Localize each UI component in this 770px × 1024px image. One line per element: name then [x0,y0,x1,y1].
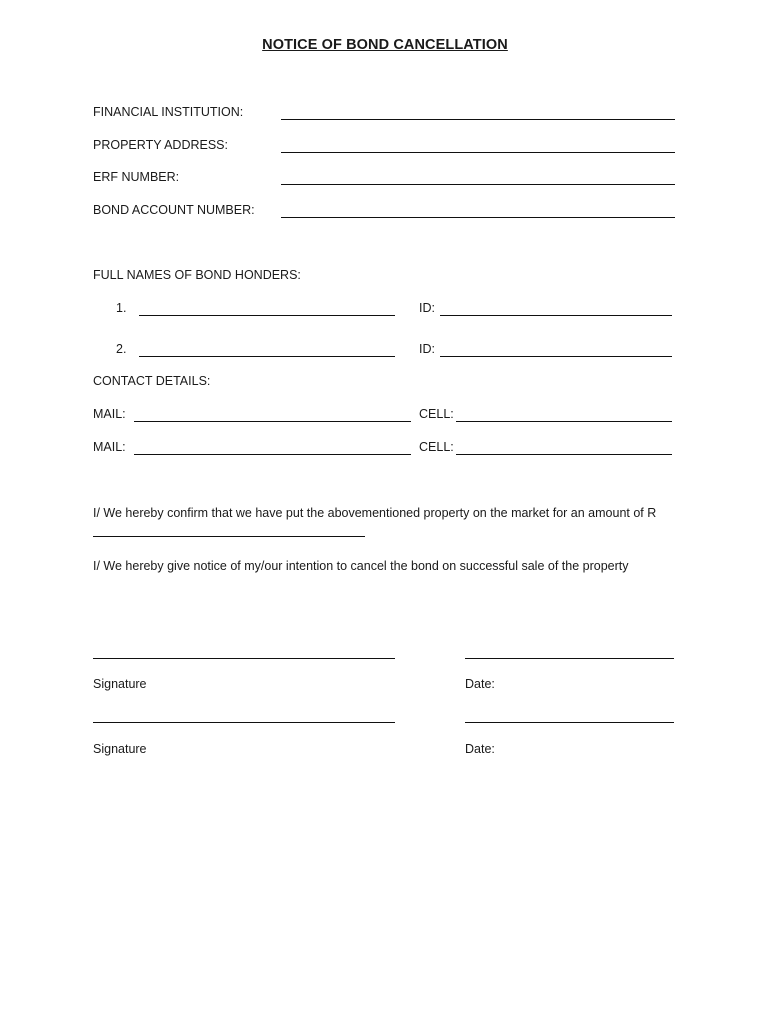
property-address-label: PROPERTY ADDRESS: [93,138,228,152]
bond-account-number-label: BOND ACCOUNT NUMBER: [93,203,255,217]
contact-1-mail-label: MAIL: [93,407,126,421]
holder-2-name-line[interactable] [139,356,395,357]
contact-2-mail-label: MAIL: [93,440,126,454]
confirm-statement [93,503,683,543]
date-1-line[interactable] [465,658,674,659]
contact-1-cell-line[interactable] [456,421,672,422]
contact-2-cell-line[interactable] [456,454,672,455]
signature-2-line[interactable] [93,722,395,723]
holder-1-id-label: ID: [419,301,435,315]
erf-number-label: ERF NUMBER: [93,170,180,184]
contact-2-mail-line[interactable] [134,454,411,455]
confirm-statement-text: I/ We hereby confirm that we have put the abovementioned property on the market for an amount of R [93,506,657,520]
amount-input-line[interactable] [93,524,365,537]
date-1-label: Date: [465,677,495,691]
holder-1-number: 1. [116,301,127,315]
signature-2-label: Signature [93,742,147,756]
contact-details-heading: CONTACT DETAILS: [93,374,211,388]
financial-institution-label: FINANCIAL INSTITUTION: [93,105,244,119]
holder-2-id-line[interactable] [440,356,672,357]
notice-statement: I/ We hereby give notice of my/our intention to cancel the bond on successful sale of the property [93,559,629,573]
bond-account-number-input-line[interactable] [281,217,675,218]
contact-2-cell-label: CELL: [419,440,454,454]
erf-number-input-line[interactable] [281,184,675,185]
date-2-line[interactable] [465,722,674,723]
signature-1-label: Signature [93,677,147,691]
property-address-input-line[interactable] [281,152,675,153]
holder-1-name-line[interactable] [139,315,395,316]
holder-2-id-label: ID: [419,342,435,356]
financial-institution-input-line[interactable] [281,119,675,120]
signature-1-line[interactable] [93,658,395,659]
document-title: NOTICE OF BOND CANCELLATION [262,37,508,53]
bond-holders-heading: FULL NAMES OF BOND HONDERS: [93,268,301,282]
date-2-label: Date: [465,742,495,756]
contact-1-mail-line[interactable] [134,421,411,422]
holder-1-id-line[interactable] [440,315,672,316]
holder-2-number: 2. [116,342,127,356]
contact-1-cell-label: CELL: [419,407,454,421]
